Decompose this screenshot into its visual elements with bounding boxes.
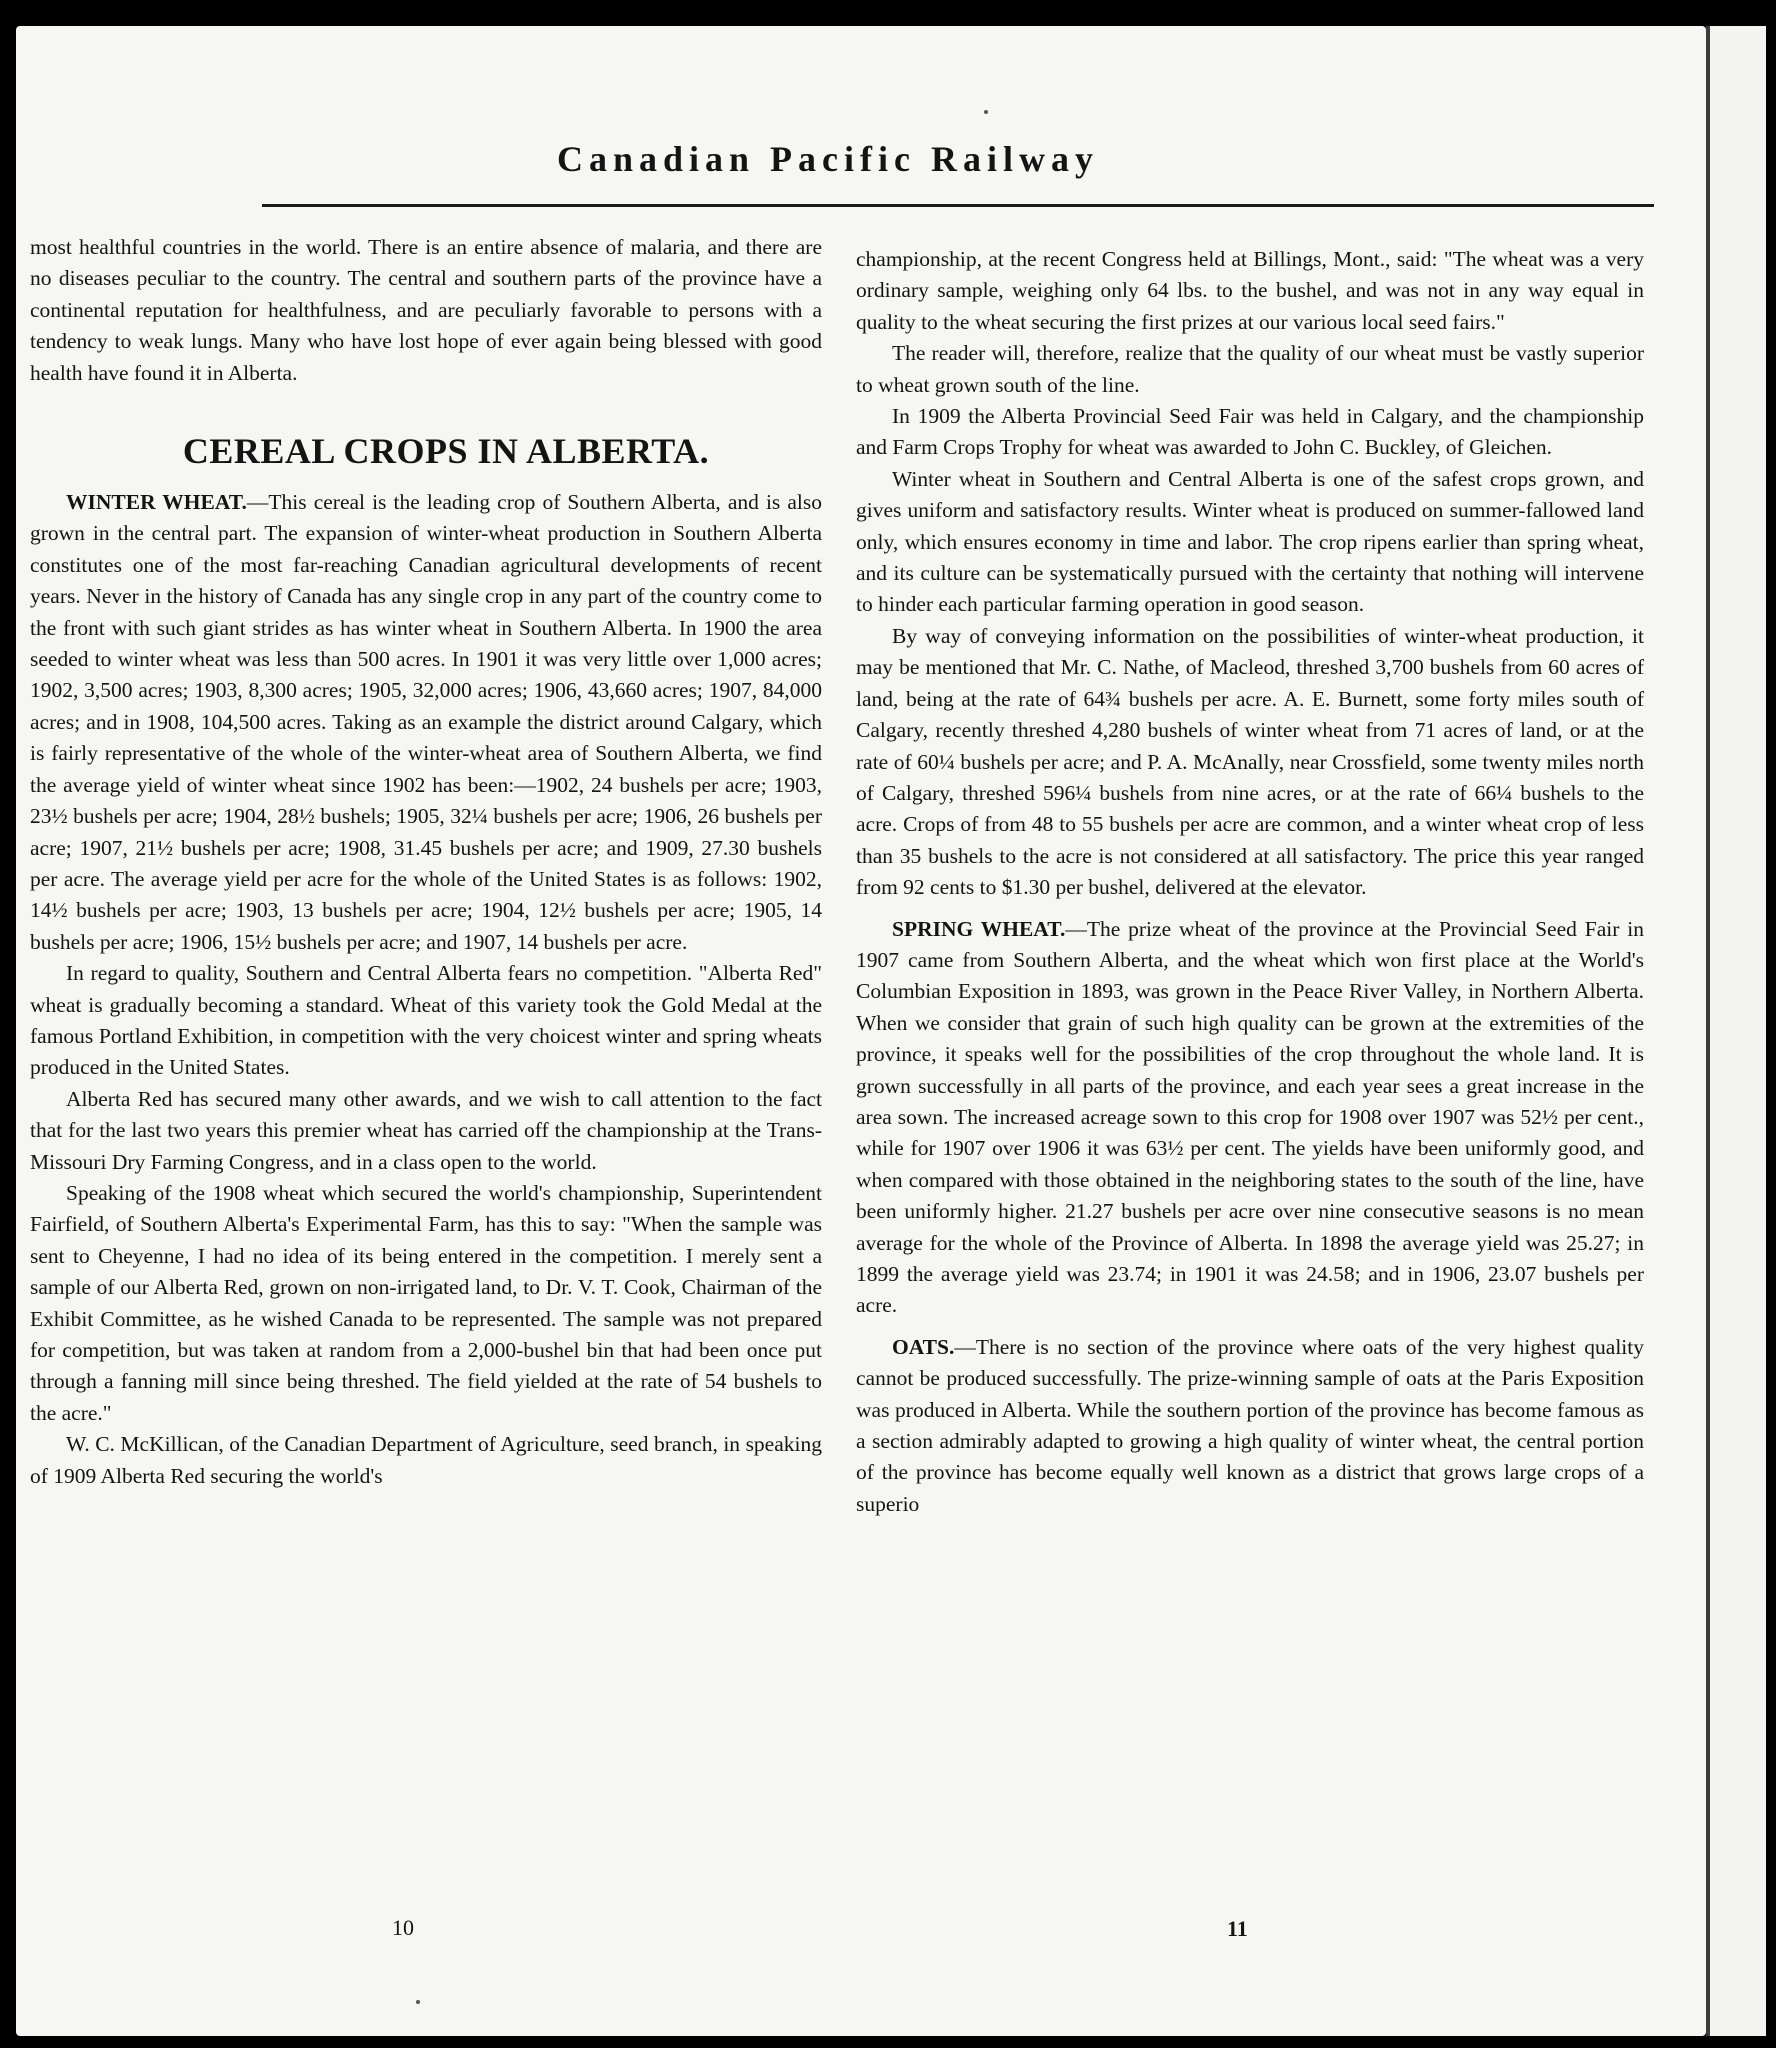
oats-paragraph — [856, 1332, 1644, 1520]
spring-wheat-heading: SPRING WHEAT. — [892, 916, 1066, 941]
book-spread — [16, 26, 1706, 2036]
spring-wheat-text: —The prize wheat of the province at the Provincial Seed Fair in 1907 came from Southern Alberta, and the wheat which won first place at the World's Columbian Exposition in 1893, was grown in the Peace River Valley, in Northern Alberta. When we consider that grain of such high quality can be grown at the extremities of the province, it speaks well for the possibilities of the crop throughout the whole land. It is grown successfully in all parts of the province, and each year sees a great increase in the area sown. The increased acreage sown to this crop for 1908 over 1907 was 52½ per cent., while for 1907 over 1906 it was 63½ per cent. The yields have been uniformly good, and when compared with those obtained in the neighboring states to the south of the line, have been uniformly higher. 21.27 bushels per acre over nine consecutive seasons is no mean average for the whole of the Province of Alberta. In 1898 the average yield was 25.27; in 1899 the average yield was 23.74; in 1901 it was 24.58; and in 1906, 23.07 bushels per acre. — [856, 916, 1644, 1318]
spring-wheat-paragraph — [856, 914, 1644, 1322]
right-page-column — [856, 244, 1644, 1520]
safest-crops-paragraph: Winter wheat in Southern and Central Alberta is one of the safest crops grown, and gives uniform and satisfactory results. Winter wheat is produced on summer-fallowed land only, which ensures economy in time and labor. The crop ripens earlier than spring wheat, and its culture can be systematically pursued with the certainty that nothing will intervene to hinder each particular farming operation in good season. — [856, 466, 1644, 617]
page-number-left: 10 — [392, 1915, 414, 1940]
section-title: CEREAL CROPS IN ALBERTA. — [182, 431, 710, 472]
left-page-column — [30, 232, 822, 1492]
possibilities-paragraph: By way of conveying information on the possibilities of winter-wheat production, it may be mentioned that Mr. C. Nathe, of Macleod, threshed 3,700 bushels from 60 acres of land, being at the rate of 64¾ bushels per acre. A. E. Burnett, some forty miles south of Calgary, recently threshed 4,280 bushels of winter wheat from 71 acres of land, or at the rate of 60¼ bushels per acre; and P. A. McAnally, near Crossfield, some twenty miles north of Calgary, threshed 596¼ bushels from nine acres, or at the rate of 66¼ bushels to the acre. Crops of from 48 to 55 bushels per acre are common, and a winter wheat crop of less than 35 bushels to the acre is not considered at all satisfactory. The price this year ranged from 92 cents to $1.30 per bushel, delivered at the elevator. — [856, 623, 1644, 900]
page-number-right: 11 — [1227, 1916, 1248, 1941]
awards-paragraph: Alberta Red has secured many other awards, and we wish to call attention to the fact that for the last two years this premier wheat has carried off the championship at the Trans-Missouri Dry Farming Congress, and in a class open to the world. — [30, 1086, 822, 1174]
reader-paragraph: The reader will, therefore, realize that the quality of our wheat must be vastly superior to wheat grown south of the line. — [856, 341, 1644, 397]
paper-speck — [416, 2000, 420, 2004]
continuation-paragraph: championship, at the recent Congress held at Billings, Mont., said: "The wheat was a very ordinary sample, weighing only 64 lbs. to the bushel, and was not in any way equal in quality to the wheat securing the first prizes at our various local seed fairs." — [856, 247, 1644, 334]
intro-paragraph: most healthful countries in the world. There is an entire absence of malaria, and there are no diseases peculiar to the country. The central and southern parts of the province have a continental reputation for healthfulness, and are peculiarly favorable to persons with a tendency to weak lungs. Many who have lost hope of ever again being blessed with good health have found it in Alberta. — [30, 235, 822, 385]
fairfield-paragraph: Speaking of the 1908 wheat which secured the world's championship, Superintendent Fairfield, of Southern Alberta's Experimental Farm, has this to say: "When the sample was sent to Cheyenne, I had no idea of its being entered in the competition. I merely sent a sample of our Alberta Red, grown on non-irrigated land, to Dr. V. T. Cook, Chairman of the Exhibit Committee, as he wished Canada to be represented. The sample was not prepared for competition, but was taken at random from a 2,000-bushel bin that had been once put through a fanning mill since being threshed. The field yielded at the rate of 54 bushels to the acre." — [30, 1180, 822, 1425]
quality-paragraph: In regard to quality, Southern and Central Alberta fears no competition. "Alberta Red" wheat is gradually becoming a standard. Wheat of this variety took the Gold Medal at the famous Portland Exhibition, in competition with the very choicest winter and spring wheats produced in the United States. — [30, 961, 822, 1080]
oats-text: —There is no section of the province where oats of the very highest quality cannot be produced successfully. The prize-winning sample of oats at the Paris Exposition was produced in Alberta. While the southern portion of the province has become famous as a section admirably adapted to growing a high quality of winter wheat, the central portion of the province has become equally well known as a district that grows large crops of a superio — [856, 1334, 1644, 1516]
running-head-title: Canadian Pacific Railway — [556, 139, 1099, 179]
paper-speck — [984, 110, 988, 114]
winter-wheat-paragraph — [30, 487, 822, 958]
oats-heading: OATS. — [892, 1334, 955, 1359]
winter-wheat-text: —This cereal is the leading crop of Southern Alberta, and is also grown in the central part. The expansion of winter-wheat production in Southern Alberta constitutes one of the most far-reaching Canadian agricultural developments of recent years. Never in the history of Canada has any single crop in any part of the country come to the front with such giant strides as has winter wheat in Southern Alberta. In 1900 the area seeded to winter wheat was less than 500 acres. In 1901 it was very little over 1,000 acres; 1902, 3,500 acres; 1903, 8,300 acres; 1905, 32,000 acres; 1906, 43,660 acres; 1907, 84,000 acres; and in 1908, 104,500 acres. Taking as an example the district around Calgary, which is fairly representative of the whole of the winter-wheat area of Southern Alberta, we find the average yield of winter wheat since 1902 has been:—1902, 24 bushels per acre; 1903, 23½ bushels per acre; 1904, 28½ bushels; 1905, 32¼ bushels per acre; 1906, 26 bushels per acre; 1907, 21½ bushels per acre; 1908, 31.45 bushels per acre; and 1909, 27.30 bushels per acre. The average yield per acre for the whole of the United States is as follows: 1902, 14½ bushels per acre; 1903, 13 bushels per acre; 1904, 12½ bushels per acre; 1905, 14 bushels per acre; 1906, 15½ bushels per acre; and 1907, 14 bushels per acre. — [30, 490, 822, 954]
header-rule — [262, 204, 1654, 207]
winter-wheat-heading: WINTER WHEAT. — [66, 490, 247, 515]
seed-fair-paragraph: In 1909 the Alberta Provincial Seed Fair was held in Calgary, and the championship and Farm Crops Trophy for wheat was awarded to John C. Buckley, of Gleichen. — [856, 404, 1644, 460]
next-page-edge — [1710, 26, 1766, 2036]
mckillican-paragraph: W. C. McKillican, of the Canadian Department of Agriculture, seed branch, in speaking of 1909 Alberta Red securing the world's — [30, 1432, 822, 1488]
